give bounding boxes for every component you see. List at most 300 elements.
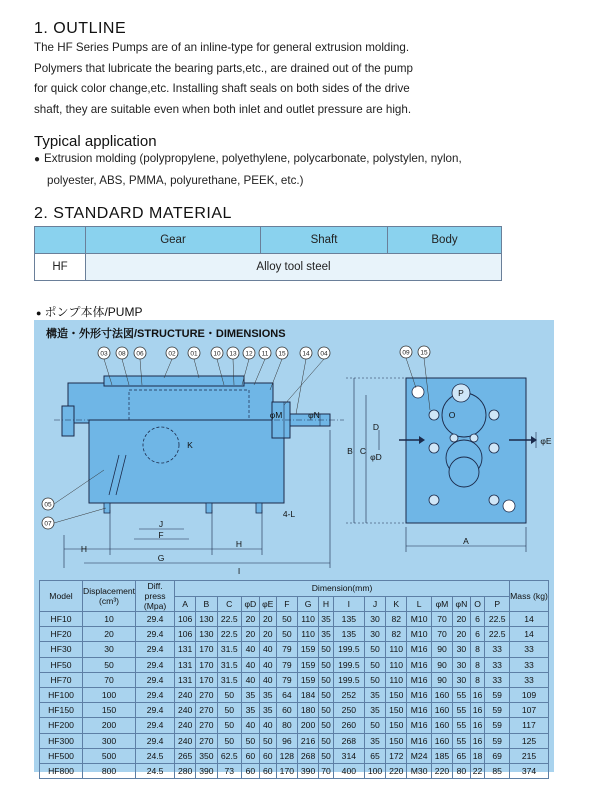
table-cell: M16: [407, 718, 432, 733]
table-cell: M30: [407, 763, 432, 778]
table-cell: 170: [196, 657, 217, 672]
table-cell: 79: [276, 642, 297, 657]
front-port-outlet: [449, 457, 479, 487]
table-cell: 100: [364, 763, 385, 778]
table-cell: 50: [259, 733, 276, 748]
table-cell: 170: [276, 763, 297, 778]
table-cell: 800: [83, 763, 136, 778]
table-cell: 16: [470, 687, 485, 702]
table-cell: 50: [217, 733, 242, 748]
table-cell: 90: [431, 672, 452, 687]
table-cell: 65: [453, 748, 471, 763]
table-cell: 96: [276, 733, 297, 748]
table-cell: 131: [175, 642, 196, 657]
callout-label: 15: [420, 349, 428, 357]
table-cell: M10: [407, 612, 432, 627]
table-cell: 374: [510, 763, 549, 778]
dim-col-header: L: [407, 596, 432, 612]
table-cell: 22: [470, 763, 485, 778]
table-row: [40, 718, 549, 733]
table-cell: 50: [319, 687, 334, 702]
outline-heading: 1. OUTLINE: [34, 20, 127, 37]
callout-label: 08: [118, 350, 126, 358]
structure-title: 構造・外形寸法図/STRUCTURE・DIMENSIONS: [46, 328, 286, 340]
table-cell: 220: [386, 763, 407, 778]
callout-label: 05: [44, 501, 52, 509]
table-cell: 80: [276, 718, 297, 733]
table-cell: 90: [431, 642, 452, 657]
table-cell: 24.5: [136, 763, 175, 778]
callout-label: 07: [44, 520, 52, 528]
callout-label: 11: [261, 350, 269, 358]
table-cell: 50: [319, 672, 334, 687]
outline-line: Polymers that lubricate the bearing parts,etc., are drained out of the pump: [34, 61, 413, 75]
table-cell: HF800: [40, 763, 83, 778]
table-cell: 35: [242, 687, 260, 702]
table-cell: 215: [510, 748, 549, 763]
table-cell: 33: [510, 672, 549, 687]
table-cell: 50: [319, 642, 334, 657]
table-cell: 30: [453, 642, 471, 657]
table-cell: HF50: [40, 657, 83, 672]
table-cell: 50: [319, 718, 334, 733]
table-cell: 29.4: [136, 657, 175, 672]
table-cell: 109: [510, 687, 549, 702]
table-cell: 35: [259, 703, 276, 718]
callout-label: 15: [278, 350, 286, 358]
table-cell: 185: [431, 748, 452, 763]
callout-label: 12: [245, 350, 253, 358]
front-view: [346, 378, 537, 552]
table-cell: 31.5: [217, 642, 242, 657]
structure-drawing: [34, 320, 554, 575]
dim-label-o: O: [448, 410, 456, 420]
table-cell: 50: [83, 657, 136, 672]
table-cell: 50: [364, 718, 385, 733]
table-cell: 82: [386, 627, 407, 642]
table-cell: 50: [364, 672, 385, 687]
mount-foot: [104, 503, 110, 513]
table-cell: 31.5: [217, 672, 242, 687]
table-cell: HF500: [40, 748, 83, 763]
table-cell: 50: [364, 657, 385, 672]
col-dimension: Dimension(mm): [175, 581, 510, 597]
table-cell: 160: [431, 733, 452, 748]
table-cell: 79: [276, 672, 297, 687]
dim-col-header: φN: [453, 596, 471, 612]
table-cell: 110: [297, 612, 318, 627]
dim-col-header: H: [319, 596, 334, 612]
col-mass: Mass (kg): [510, 581, 549, 612]
table-cell: HF30: [40, 642, 83, 657]
table-cell: 350: [196, 748, 217, 763]
table-cell: 59: [485, 687, 510, 702]
table-cell: 55: [453, 703, 471, 718]
table-cell: 70: [431, 612, 452, 627]
table-cell: 70: [431, 627, 452, 642]
table-cell: 159: [297, 642, 318, 657]
application-line: polyester, ABS, PMMA, polyurethane, PEEK, etc.): [47, 173, 304, 187]
table-row: [40, 733, 549, 748]
pump-lower-body: [89, 420, 284, 503]
table-cell: 50: [276, 612, 297, 627]
application-heading: Typical application: [34, 133, 157, 150]
table-cell: 55: [453, 687, 471, 702]
table-cell: 314: [333, 748, 364, 763]
table-cell: 270: [196, 718, 217, 733]
callout-label: 13: [229, 350, 237, 358]
table-cell: 100: [83, 687, 136, 702]
table-cell: 29.4: [136, 672, 175, 687]
table-cell: 240: [175, 718, 196, 733]
pump-upper-body: [68, 383, 273, 423]
table-cell: 40: [242, 642, 260, 657]
table-cell: HF150: [40, 703, 83, 718]
table-cell: 268: [333, 733, 364, 748]
table-cell: 30: [364, 612, 385, 627]
material-value: Alloy tool steel: [86, 254, 502, 281]
table-cell: 135: [333, 627, 364, 642]
table-cell: 70: [83, 672, 136, 687]
col-pressure: Diff. press (Mpa): [136, 581, 175, 612]
table-cell: 150: [386, 703, 407, 718]
table-cell: 390: [196, 763, 217, 778]
table-cell: 70: [319, 763, 334, 778]
callout-label: 02: [168, 350, 176, 358]
pump-left-cap: [62, 406, 74, 436]
table-cell: 160: [431, 703, 452, 718]
side-view: [54, 376, 344, 513]
table-cell: 130: [196, 627, 217, 642]
table-cell: 30: [364, 627, 385, 642]
table-cell: 50: [217, 703, 242, 718]
table-row: [40, 672, 549, 687]
table-cell: 59: [485, 718, 510, 733]
dim-label-4l: 4-L: [282, 509, 296, 519]
table-cell: 35: [242, 703, 260, 718]
table-cell: 250: [333, 703, 364, 718]
dim-col-header: G: [297, 596, 318, 612]
table-cell: 33: [485, 657, 510, 672]
material-heading: 2. STANDARD MATERIAL: [34, 205, 232, 222]
table-cell: 22.5: [217, 627, 242, 642]
application-text: [34, 149, 594, 191]
table-cell: 40: [259, 657, 276, 672]
table-row: [40, 612, 549, 627]
dimension-table: [39, 580, 549, 779]
outline-line: for quick color change,etc. Installing shaft seals on both sides of the drive: [34, 82, 410, 95]
outline-line: The HF Series Pumps are of an inline-type for general extrusion molding.: [34, 41, 410, 54]
table-cell: 59: [485, 733, 510, 748]
table-cell: 33: [510, 642, 549, 657]
table-cell: 184: [297, 687, 318, 702]
table-cell: 50: [364, 642, 385, 657]
table-row: [40, 763, 549, 778]
table-cell: 8: [470, 657, 485, 672]
table-cell: 10: [83, 612, 136, 627]
callout-label: 14: [302, 350, 310, 358]
col-displacement: Displacement (cm³): [83, 581, 136, 612]
table-cell: 50: [319, 733, 334, 748]
table-cell: 240: [175, 687, 196, 702]
material-col-gear: Gear: [86, 227, 261, 254]
table-cell: 130: [196, 612, 217, 627]
table-cell: 199.5: [333, 672, 364, 687]
table-cell: 180: [297, 703, 318, 718]
table-cell: 50: [319, 703, 334, 718]
table-cell: 216: [297, 733, 318, 748]
table-cell: 29.4: [136, 733, 175, 748]
table-cell: 110: [297, 627, 318, 642]
table-row: [40, 657, 549, 672]
table-cell: 29.4: [136, 612, 175, 627]
table-cell: 128: [276, 748, 297, 763]
material-header-row: [35, 227, 502, 254]
table-cell: 300: [83, 733, 136, 748]
table-cell: 29.4: [136, 687, 175, 702]
table-cell: 55: [453, 718, 471, 733]
table-row: [40, 642, 549, 657]
table-cell: 80: [453, 763, 471, 778]
table-cell: 110: [386, 657, 407, 672]
table-cell: 50: [319, 748, 334, 763]
dim-col-header: φE: [259, 596, 276, 612]
table-cell: 62.5: [217, 748, 242, 763]
table-cell: HF300: [40, 733, 83, 748]
material-table: [34, 226, 502, 281]
table-cell: HF200: [40, 718, 83, 733]
table-cell: 390: [297, 763, 318, 778]
dim-col-header: φD: [242, 596, 260, 612]
table-cell: M10: [407, 627, 432, 642]
material-header-blank: [35, 227, 86, 254]
table-cell: 199.5: [333, 657, 364, 672]
dim-label-phi-d: φD: [370, 452, 382, 462]
table-cell: 252: [333, 687, 364, 702]
table-cell: HF100: [40, 687, 83, 702]
table-cell: 60: [276, 703, 297, 718]
bullet-icon: ●: [36, 308, 42, 318]
table-cell: 60: [259, 748, 276, 763]
pump-heading-text: ポンプ本体/PUMP: [44, 305, 143, 319]
dim-label-m: φM: [269, 410, 283, 420]
dim-label-n: φN: [308, 410, 320, 420]
table-cell: 64: [276, 687, 297, 702]
table-cell: 14: [510, 612, 549, 627]
table-cell: 50: [242, 733, 260, 748]
table-cell: 22.5: [217, 612, 242, 627]
callout-label: 04: [320, 350, 328, 358]
outline-line: shaft, they are suitable even when both inlet and outlet pressure are high.: [34, 102, 412, 116]
table-row: [40, 687, 549, 702]
pump-heading: [36, 303, 142, 320]
table-cell: 35: [319, 612, 334, 627]
table-cell: 55: [453, 733, 471, 748]
table-cell: 60: [259, 763, 276, 778]
table-cell: 20: [242, 627, 260, 642]
table-cell: 31.5: [217, 657, 242, 672]
table-cell: 35: [364, 733, 385, 748]
table-cell: 18: [470, 748, 485, 763]
table-cell: M16: [407, 672, 432, 687]
table-cell: 268: [297, 748, 318, 763]
table-cell: 280: [175, 763, 196, 778]
table-row: [40, 627, 549, 642]
table-cell: 50: [319, 657, 334, 672]
table-cell: 59: [485, 703, 510, 718]
dim-header-row: [40, 581, 549, 597]
table-cell: 110: [386, 672, 407, 687]
dim-label-f: F: [158, 530, 164, 540]
table-cell: 106: [175, 627, 196, 642]
table-cell: 160: [431, 687, 452, 702]
table-cell: 30: [453, 672, 471, 687]
table-cell: 90: [431, 657, 452, 672]
table-cell: 24.5: [136, 748, 175, 763]
table-cell: 6: [470, 612, 485, 627]
callout-label: 01: [190, 350, 198, 358]
table-cell: M16: [407, 733, 432, 748]
table-cell: 117: [510, 718, 549, 733]
dim-label-i: I: [237, 566, 241, 575]
table-cell: 260: [333, 718, 364, 733]
table-cell: 240: [175, 733, 196, 748]
table-cell: 150: [386, 718, 407, 733]
material-col-shaft: Shaft: [261, 227, 388, 254]
table-cell: 131: [175, 657, 196, 672]
dim-col-header: C: [217, 596, 242, 612]
table-cell: 65: [364, 748, 385, 763]
table-cell: 265: [175, 748, 196, 763]
table-cell: 29.4: [136, 627, 175, 642]
table-cell: 125: [510, 733, 549, 748]
table-cell: 40: [242, 657, 260, 672]
table-cell: 69: [485, 748, 510, 763]
application-line: Extrusion molding (polypropylene, polyethylene, polycarbonate, polystylen, nylon,: [44, 152, 462, 165]
table-cell: 16: [470, 703, 485, 718]
table-cell: 20: [453, 627, 471, 642]
table-cell: M16: [407, 703, 432, 718]
table-cell: 200: [83, 718, 136, 733]
table-cell: 150: [386, 687, 407, 702]
table-cell: 33: [485, 642, 510, 657]
table-cell: 240: [175, 703, 196, 718]
table-cell: 131: [175, 672, 196, 687]
dim-label-d: D: [372, 422, 380, 432]
table-cell: 159: [297, 657, 318, 672]
dim-col-header: P: [485, 596, 510, 612]
table-cell: 79: [276, 657, 297, 672]
table-cell: 16: [470, 733, 485, 748]
table-cell: 29.4: [136, 642, 175, 657]
table-cell: 35: [364, 703, 385, 718]
table-cell: 29.4: [136, 703, 175, 718]
table-row: [40, 748, 549, 763]
dim-col-header: J: [364, 596, 385, 612]
callout-label: 03: [100, 350, 108, 358]
table-cell: 50: [276, 627, 297, 642]
table-cell: HF70: [40, 672, 83, 687]
table-cell: 22.5: [485, 627, 510, 642]
table-cell: 40: [242, 718, 260, 733]
table-cell: 20: [83, 627, 136, 642]
mount-foot: [256, 503, 262, 513]
table-cell: 106: [175, 612, 196, 627]
table-cell: 160: [431, 718, 452, 733]
mount-foot: [206, 503, 212, 513]
table-cell: 30: [453, 657, 471, 672]
corner-mark: [412, 386, 424, 398]
dim-label-b: B: [347, 446, 353, 456]
table-cell: 170: [196, 672, 217, 687]
dim-col-header: B: [196, 596, 217, 612]
table-cell: 159: [297, 672, 318, 687]
table-cell: 60: [242, 748, 260, 763]
bullet-icon: ●: [34, 154, 41, 165]
table-cell: HF20: [40, 627, 83, 642]
callout-label: 10: [213, 350, 221, 358]
table-cell: 199.5: [333, 642, 364, 657]
table-cell: 20: [259, 612, 276, 627]
table-cell: 40: [259, 642, 276, 657]
callout-label: 06: [136, 350, 144, 358]
table-cell: M16: [407, 657, 432, 672]
table-cell: 50: [217, 718, 242, 733]
table-cell: 220: [431, 763, 452, 778]
table-cell: 50: [217, 687, 242, 702]
dim-label-h: H: [235, 539, 243, 549]
dim-col-header: A: [175, 596, 196, 612]
table-cell: 110: [386, 642, 407, 657]
dim-label-a: A: [463, 536, 469, 546]
dim-label-j: J: [158, 519, 164, 529]
table-cell: 270: [196, 733, 217, 748]
table-cell: 270: [196, 703, 217, 718]
table-cell: 85: [485, 763, 510, 778]
material-row: [35, 254, 502, 281]
table-cell: 40: [259, 672, 276, 687]
table-cell: 40: [242, 672, 260, 687]
table-cell: M16: [407, 687, 432, 702]
outline-text: [34, 38, 594, 120]
dim-col-header: F: [276, 596, 297, 612]
table-cell: 6: [470, 627, 485, 642]
dim-label-k: K: [187, 440, 193, 450]
table-row: [40, 703, 549, 718]
dim-col-header: K: [386, 596, 407, 612]
table-cell: 20: [242, 612, 260, 627]
table-cell: 500: [83, 748, 136, 763]
table-cell: 33: [485, 672, 510, 687]
table-cell: 14: [510, 627, 549, 642]
table-cell: M16: [407, 642, 432, 657]
dim-label-c: C: [359, 446, 367, 456]
material-row-label: HF: [35, 254, 86, 281]
table-cell: 20: [453, 612, 471, 627]
table-cell: 35: [364, 687, 385, 702]
table-cell: 29.4: [136, 718, 175, 733]
dim-col-header: I: [333, 596, 364, 612]
callout-label: 09: [402, 349, 410, 357]
table-cell: 200: [297, 718, 318, 733]
table-cell: 40: [259, 718, 276, 733]
table-cell: 60: [242, 763, 260, 778]
table-cell: 170: [196, 642, 217, 657]
table-cell: 8: [470, 642, 485, 657]
table-cell: 30: [83, 642, 136, 657]
dim-col-header: φM: [431, 596, 452, 612]
table-cell: 35: [259, 687, 276, 702]
